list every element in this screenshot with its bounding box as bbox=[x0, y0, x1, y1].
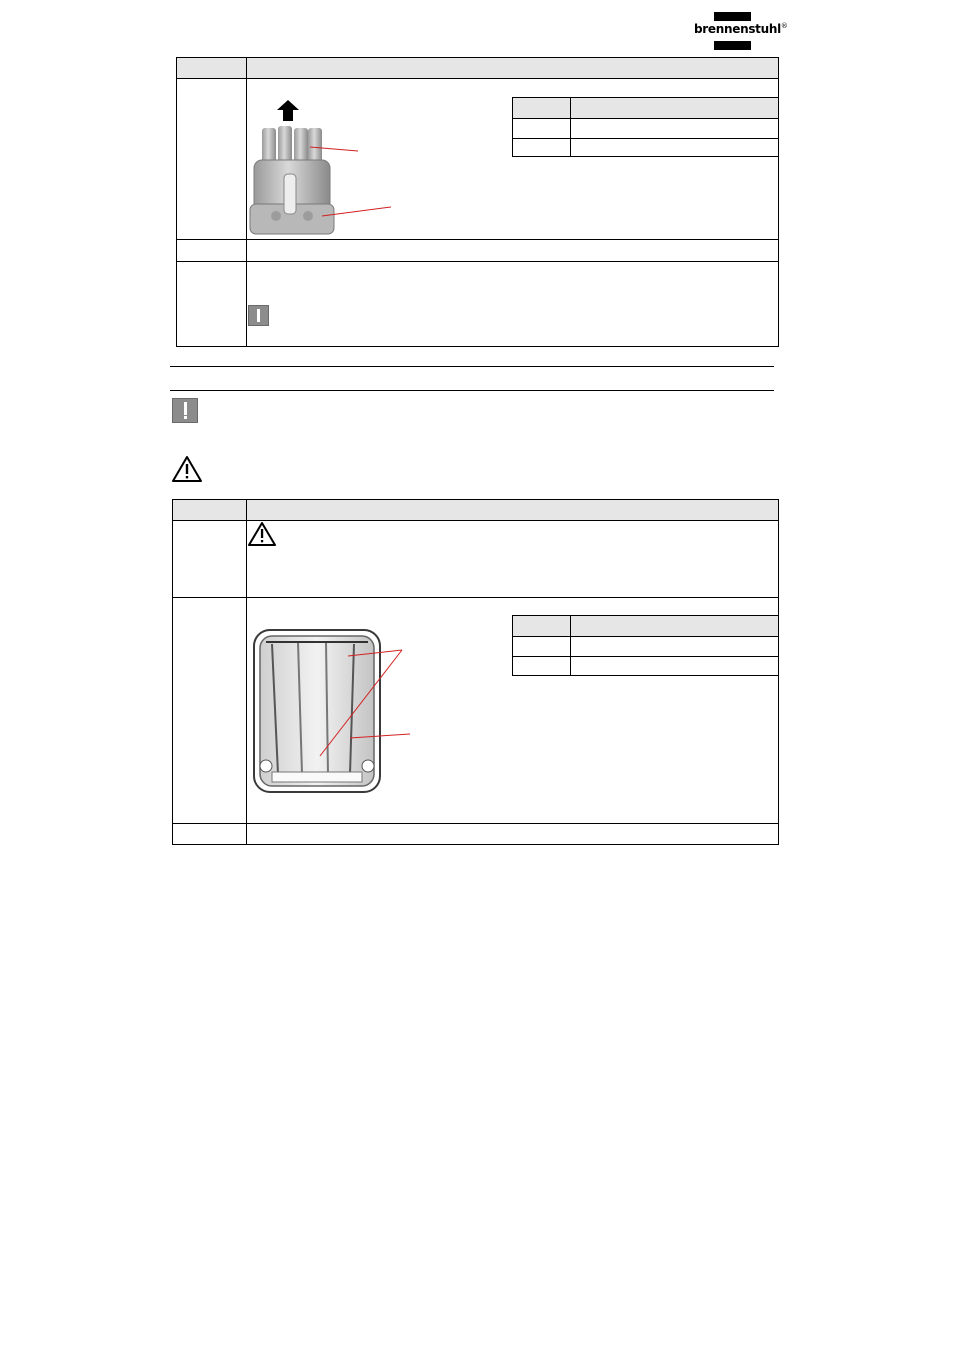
column-divider bbox=[570, 616, 571, 675]
notice-exclamation-icon bbox=[248, 305, 269, 326]
plug-connector-illustration bbox=[246, 98, 406, 238]
arrow-up-icon bbox=[277, 100, 299, 121]
legend-row bbox=[513, 118, 778, 138]
brennenstuhl-logo bbox=[694, 12, 788, 50]
legend-table-2 bbox=[512, 615, 779, 676]
legend-row bbox=[513, 656, 778, 675]
registered-mark: ® bbox=[780, 22, 788, 30]
legend-row bbox=[513, 138, 778, 156]
table-row bbox=[173, 823, 778, 844]
table-row bbox=[177, 261, 778, 346]
section-rule-top bbox=[170, 366, 774, 367]
logo-wordmark bbox=[694, 22, 788, 36]
housing-interior-illustration bbox=[250, 626, 416, 796]
notice-exclamation-icon bbox=[172, 398, 198, 423]
warning-triangle-icon bbox=[171, 455, 203, 483]
table-header-row bbox=[177, 58, 778, 78]
legend-header-row bbox=[513, 616, 778, 636]
table-row bbox=[177, 239, 778, 261]
logo-text: brennenstuhl bbox=[694, 22, 781, 36]
logo-bar-bottom bbox=[714, 41, 751, 50]
legend-header-row bbox=[513, 98, 778, 118]
column-divider bbox=[570, 98, 571, 156]
logo-bar-top bbox=[714, 12, 751, 21]
legend-table-1 bbox=[512, 97, 779, 157]
warning-triangle-icon bbox=[247, 521, 277, 547]
column-divider bbox=[246, 500, 247, 844]
section-rule-bottom bbox=[170, 390, 774, 391]
table-header-row bbox=[173, 500, 778, 520]
legend-row bbox=[513, 636, 778, 656]
